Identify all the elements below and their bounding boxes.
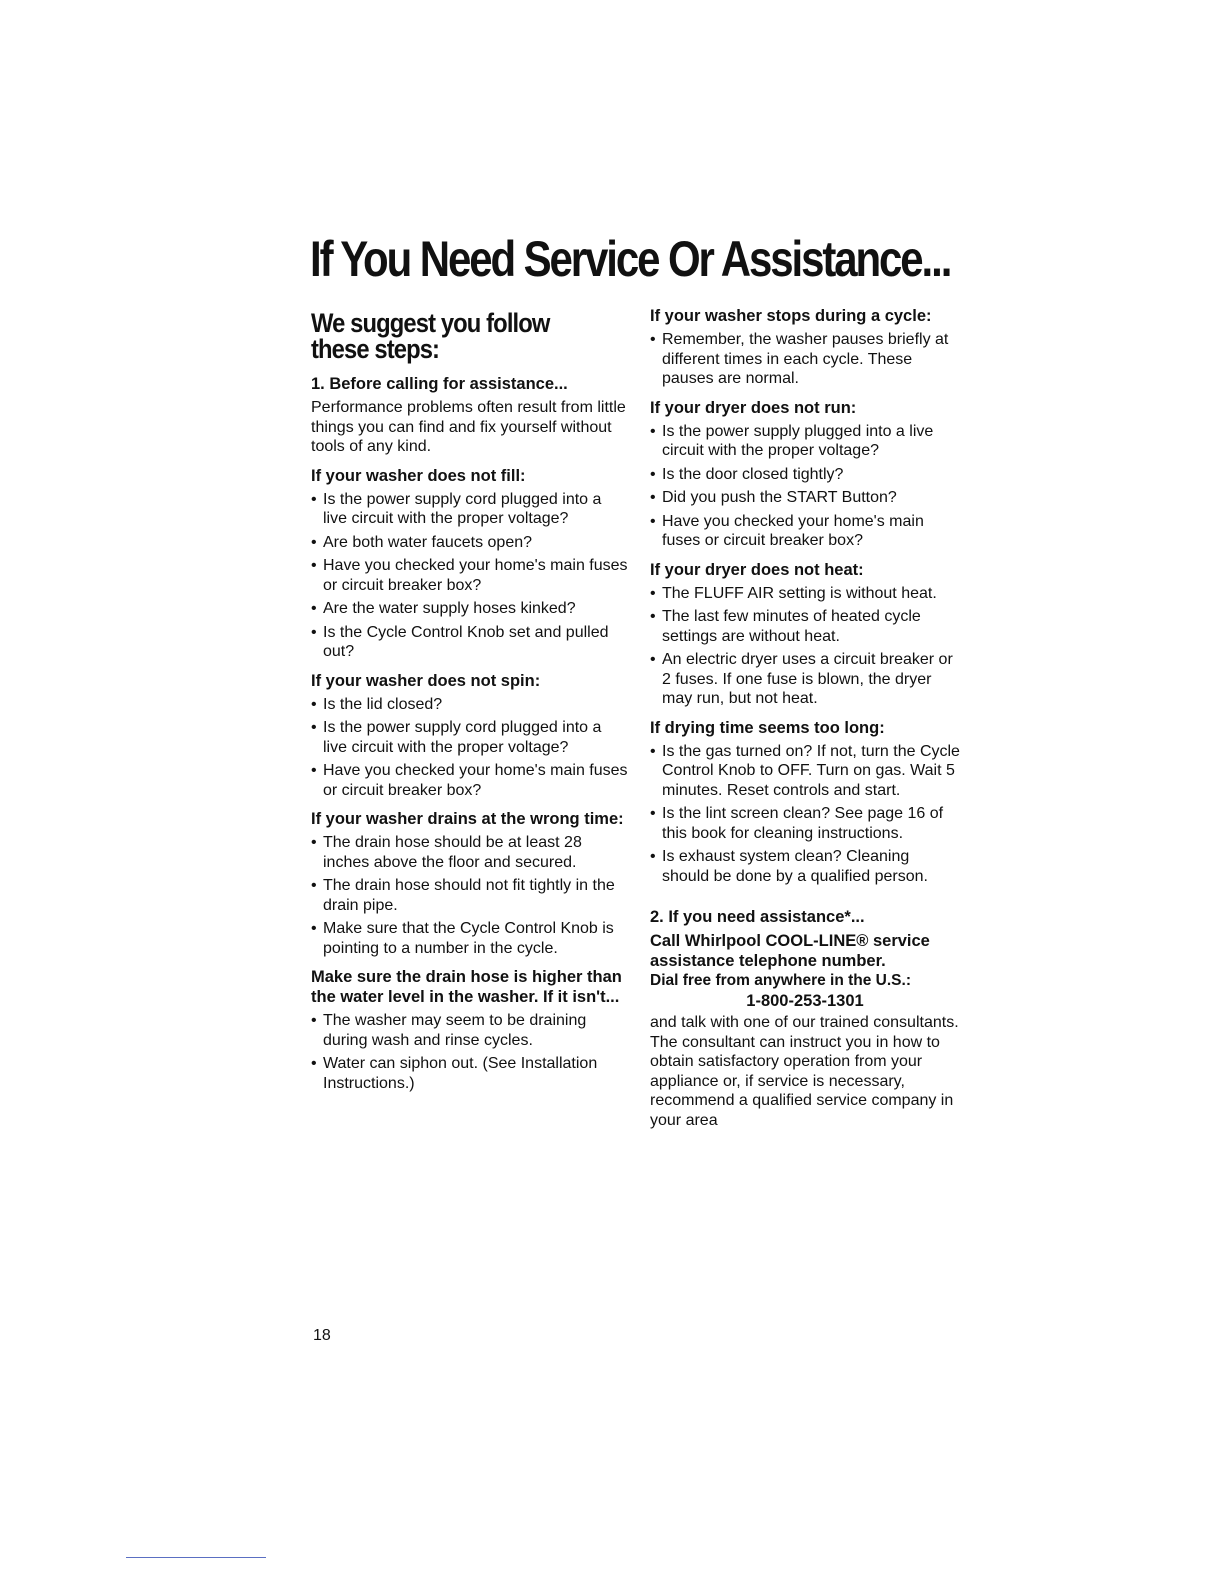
list-item: • Is the power supply cord plugged into a live circuit with the proper voltage? xyxy=(311,490,629,529)
washer-fill-heading: If your washer does not fill: xyxy=(311,466,526,485)
list-item: • The drain hose should be at least 28 inches above the floor and secured. xyxy=(311,833,629,872)
step1-intro: Performance problems often result from little things you can find and fix yourself without tools of any kind. xyxy=(311,399,626,455)
step2-heading: 2. If you need assistance*... xyxy=(650,908,865,926)
washer-spin-heading: If your washer does not spin: xyxy=(311,671,541,690)
list-item: • An electric dryer uses a circuit breaker or 2 fuses. If one fuse is blown, the dryer may run, but not heat. xyxy=(650,650,960,709)
call-cool-line: Call Whirlpool COOL-LINE® service assistance telephone number. xyxy=(650,932,930,970)
washer-fill-list xyxy=(311,490,629,662)
list-item: • The FLUFF AIR setting is without heat. xyxy=(650,584,960,604)
dryer-heat-heading: If your dryer does not heat: xyxy=(650,560,864,579)
list-item: • Have you checked your home's main fuses or circuit breaker box? xyxy=(650,512,960,551)
drain-hose-list xyxy=(311,1011,629,1093)
list-item: • Remember, the washer pauses briefly at different times in each cycle. These pauses are normal. xyxy=(650,330,960,389)
page-number: 18 xyxy=(313,1327,331,1344)
drying-time-list xyxy=(650,742,960,887)
list-item: • Make sure that the Cycle Control Knob is pointing to a number in the cycle. xyxy=(311,919,629,958)
footer-rule xyxy=(126,1557,266,1558)
list-item: • Are both water faucets open? xyxy=(311,533,629,553)
dryer-run-list xyxy=(650,422,960,551)
list-item: • Have you checked your home's main fuses or circuit breaker box? xyxy=(311,556,629,595)
drying-time-heading: If drying time seems too long: xyxy=(650,718,885,737)
list-item: • Is exhaust system clean? Cleaning should be done by a qualified person. xyxy=(650,847,960,886)
page-title: If You Need Service Or Assistance... xyxy=(310,231,951,287)
list-item: • Water can siphon out. (See Installation Instructions.) xyxy=(311,1054,629,1093)
washer-stops-list xyxy=(650,330,960,389)
step1-heading: 1. Before calling for assistance... xyxy=(311,375,568,393)
list-item: • The drain hose should not fit tightly in the drain pipe. xyxy=(311,876,629,915)
left-column xyxy=(311,306,629,1097)
list-item: • Did you push the START Button? xyxy=(650,488,960,508)
list-item: • The last few minutes of heated cycle settings are without heat. xyxy=(650,607,960,646)
list-item: • Is the Cycle Control Knob set and pulled out? xyxy=(311,623,629,662)
list-item: • Have you checked your home's main fuses or circuit breaker box? xyxy=(311,761,629,800)
step2-body: and talk with one of our trained consultants. The consultant can instruct you in how to obtain satisfactory operation from your appliance or, if service is necessary, recommend a qualified service company in your area xyxy=(650,1014,959,1129)
list-item: • Is the door closed tightly? xyxy=(650,465,960,485)
washer-spin-list xyxy=(311,695,629,801)
list-item: • The washer may seem to be draining during wash and rinse cycles. xyxy=(311,1011,629,1050)
right-column xyxy=(650,306,960,1134)
washer-drains-list xyxy=(311,833,629,958)
drain-hose-heading: Make sure the drain hose is higher than the water level in the washer. If it isn't... xyxy=(311,968,622,1006)
list-item: • Is the gas turned on? If not, turn the Cycle Control Knob to OFF. Turn on gas. Wait 5 minutes. Reset controls and start. xyxy=(650,742,960,801)
washer-stops-heading: If your washer stops during a cycle: xyxy=(650,307,932,325)
washer-drains-heading: If your washer drains at the wrong time: xyxy=(311,810,624,828)
list-item: • Is the power supply plugged into a live circuit with the proper voltage? xyxy=(650,422,960,461)
list-item: • Is the power supply cord plugged into a live circuit with the proper voltage? xyxy=(311,718,629,757)
list-item: • Is the lid closed? xyxy=(311,695,629,715)
dryer-run-heading: If your dryer does not run: xyxy=(650,398,857,417)
list-item: • Are the water supply hoses kinked? xyxy=(311,599,629,619)
list-item: • Is the lint screen clean? See page 16 of this book for cleaning instructions. xyxy=(650,804,960,843)
dryer-heat-list xyxy=(650,584,960,709)
dial-free-text: Dial free from anywhere in the U.S.: xyxy=(650,972,911,989)
phone-number[interactable]: 1-800-253-1301 xyxy=(746,992,864,1010)
steps-heading: We suggest you follow these steps: xyxy=(311,308,550,364)
